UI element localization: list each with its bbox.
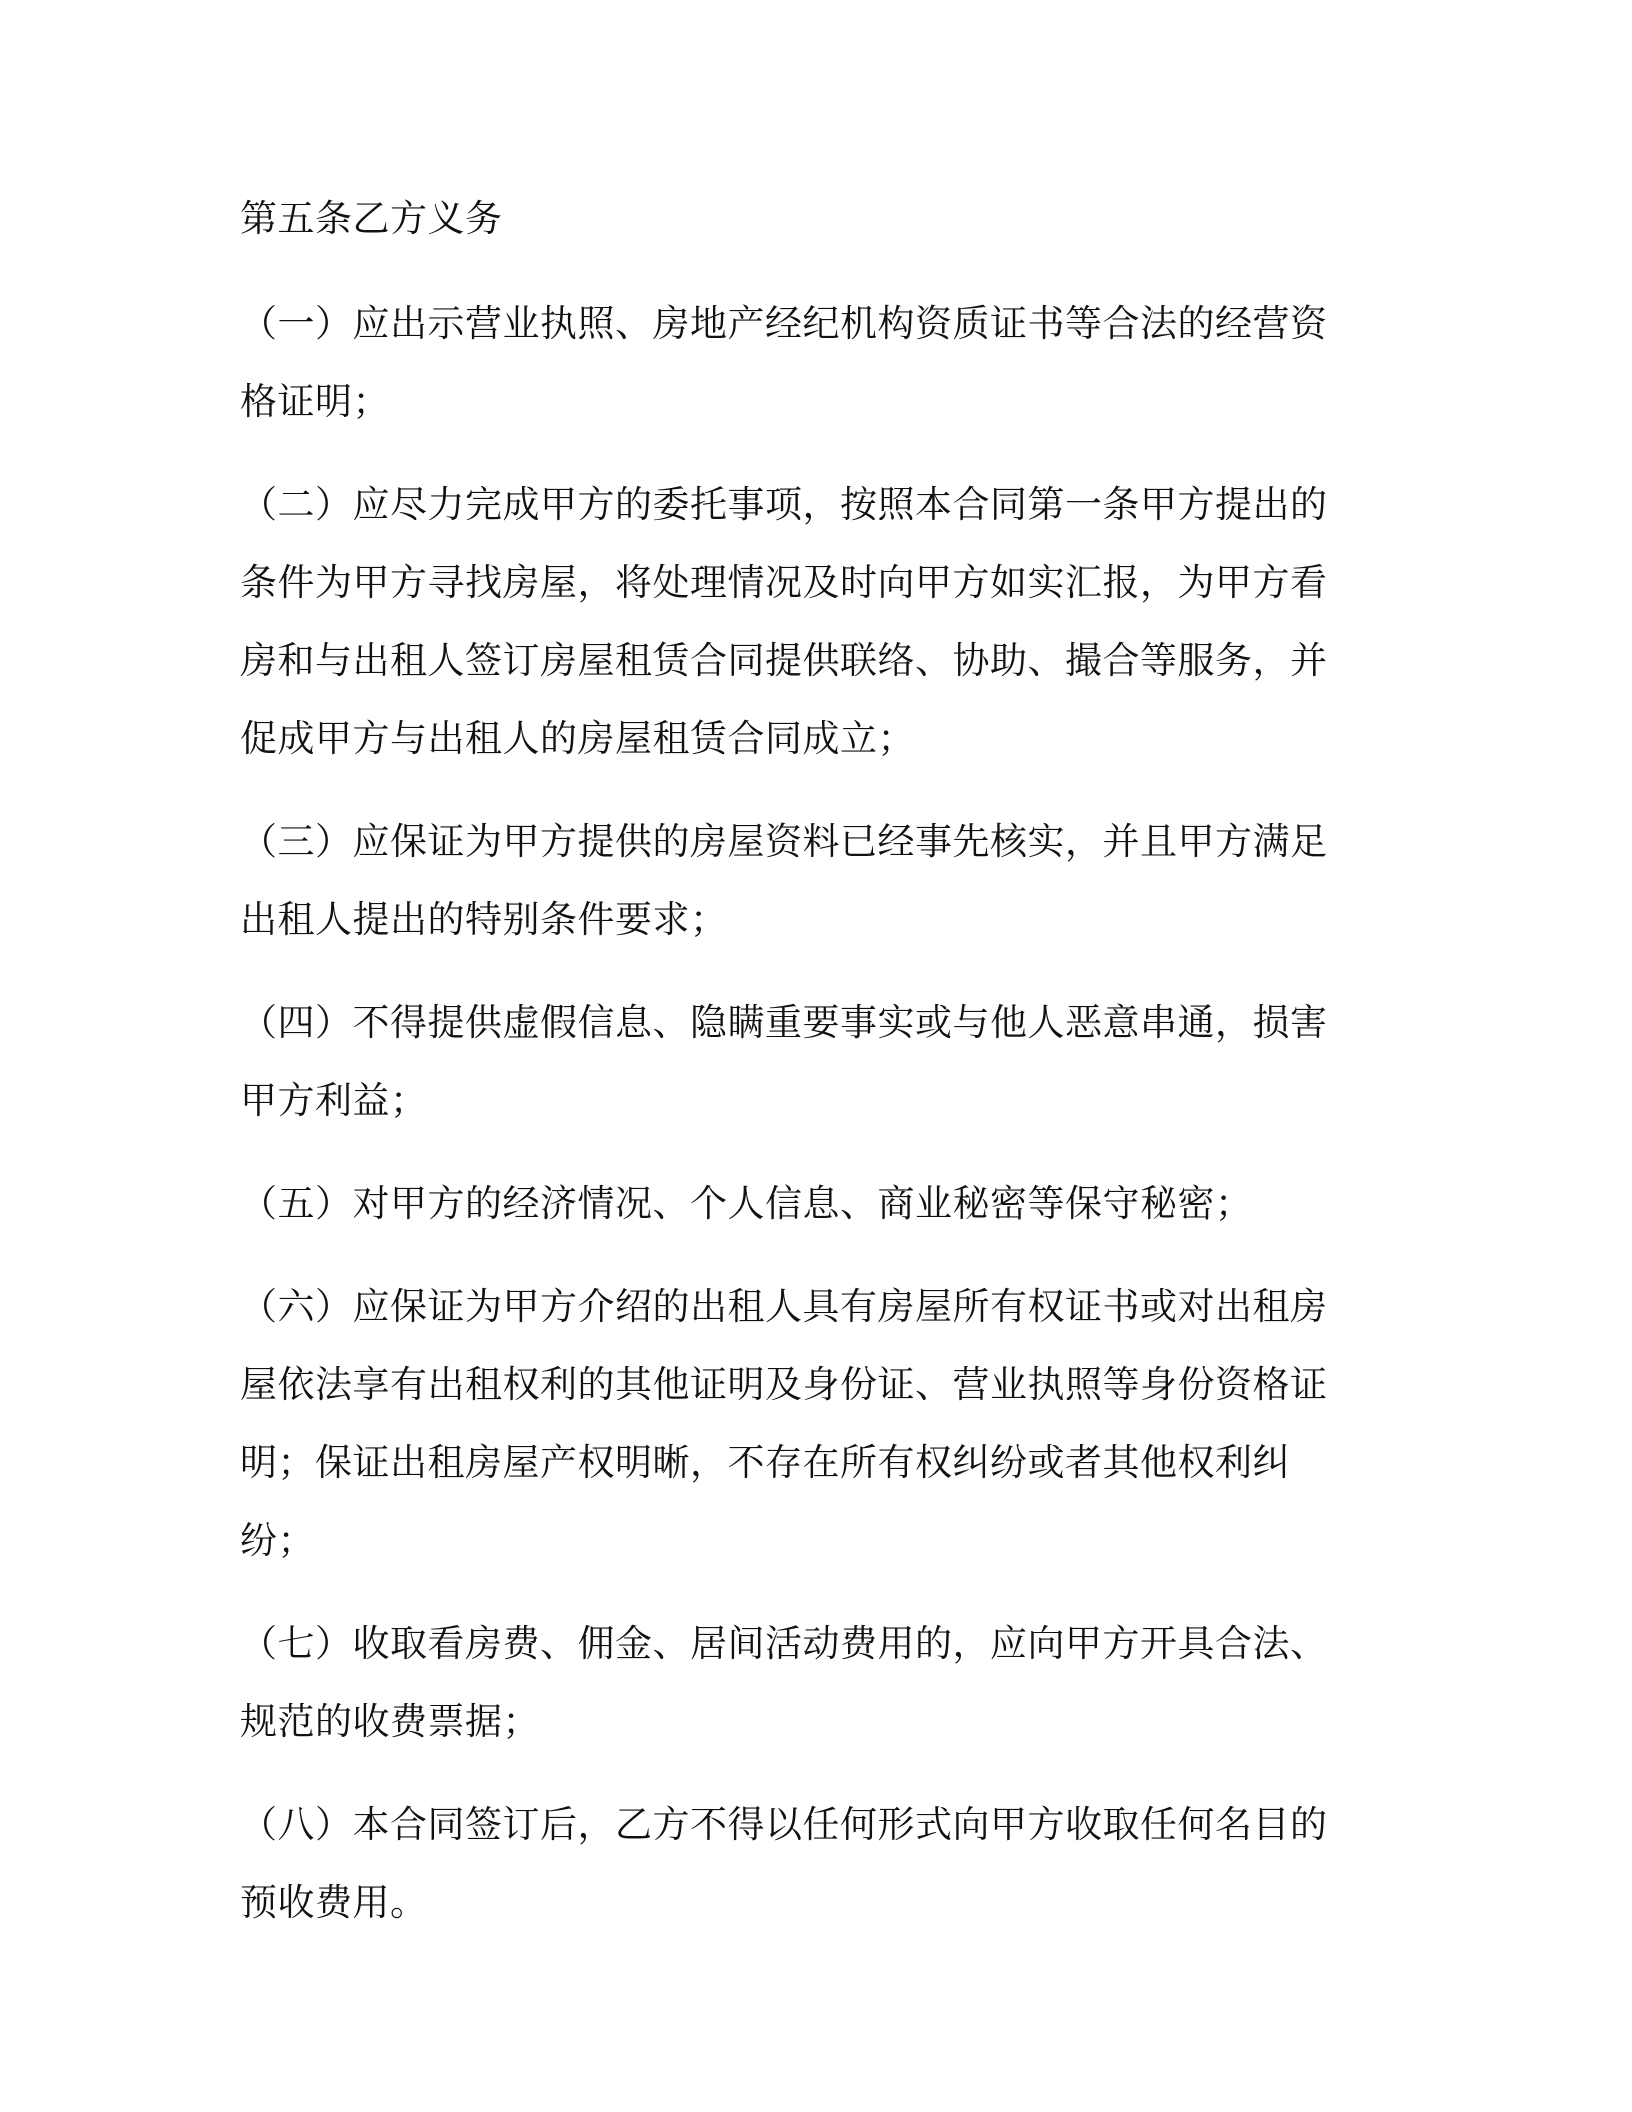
spacer [240, 1140, 1360, 1165]
spacer [240, 778, 1360, 803]
clause-3: （三）应保证为甲方提供的房屋资料已经事先核实，并且甲方满足出租人提出的特别条件要求； [240, 820, 1328, 941]
spacer [240, 1243, 1360, 1268]
document-page [240, 180, 1360, 1942]
spacer [240, 1580, 1360, 1605]
spacer [240, 441, 1360, 466]
clause-8: （八）本合同签订后，乙方不得以任何形式向甲方收取任何名目的预收费用。 [240, 1803, 1328, 1924]
clause-4: （四）不得提供虚假信息、隐瞒重要事实或与他人恶意串通，损害甲方利益； [240, 1001, 1328, 1122]
clause-7: （七）收取看房费、佣金、居间活动费用的，应向甲方开具合法、规范的收费票据； [240, 1622, 1328, 1743]
clause-5: （五）对甲方的经济情况、个人信息、商业秘密等保守秘密； [240, 1182, 1253, 1225]
spacer [240, 1761, 1360, 1786]
clause-2: （二）应尽力完成甲方的委托事项，按照本合同第一条甲方提出的条件为甲方寻找房屋，将处理情况及时向甲方如实汇报，为甲方看房和与出租人签订房屋租赁合同提供联络、协助、撮合等服务，并促成甲方与出租人的房屋租赁合同成立； [240, 483, 1328, 760]
clause-1: （一）应出示营业执照、房地产经纪机构资质证书等合法的经营资格证明； [240, 302, 1328, 423]
spacer [240, 258, 1360, 285]
clause-6: （六）应保证为甲方介绍的出租人具有房屋所有权证书或对出租房屋依法享有出租权利的其他证明及身份证、营业执照等身份资格证明；保证出租房屋产权明晰，不存在所有权纠纷或者其他权利纠纷； [240, 1285, 1328, 1562]
article-heading: 第五条乙方义务 [240, 197, 503, 240]
spacer [240, 959, 1360, 984]
